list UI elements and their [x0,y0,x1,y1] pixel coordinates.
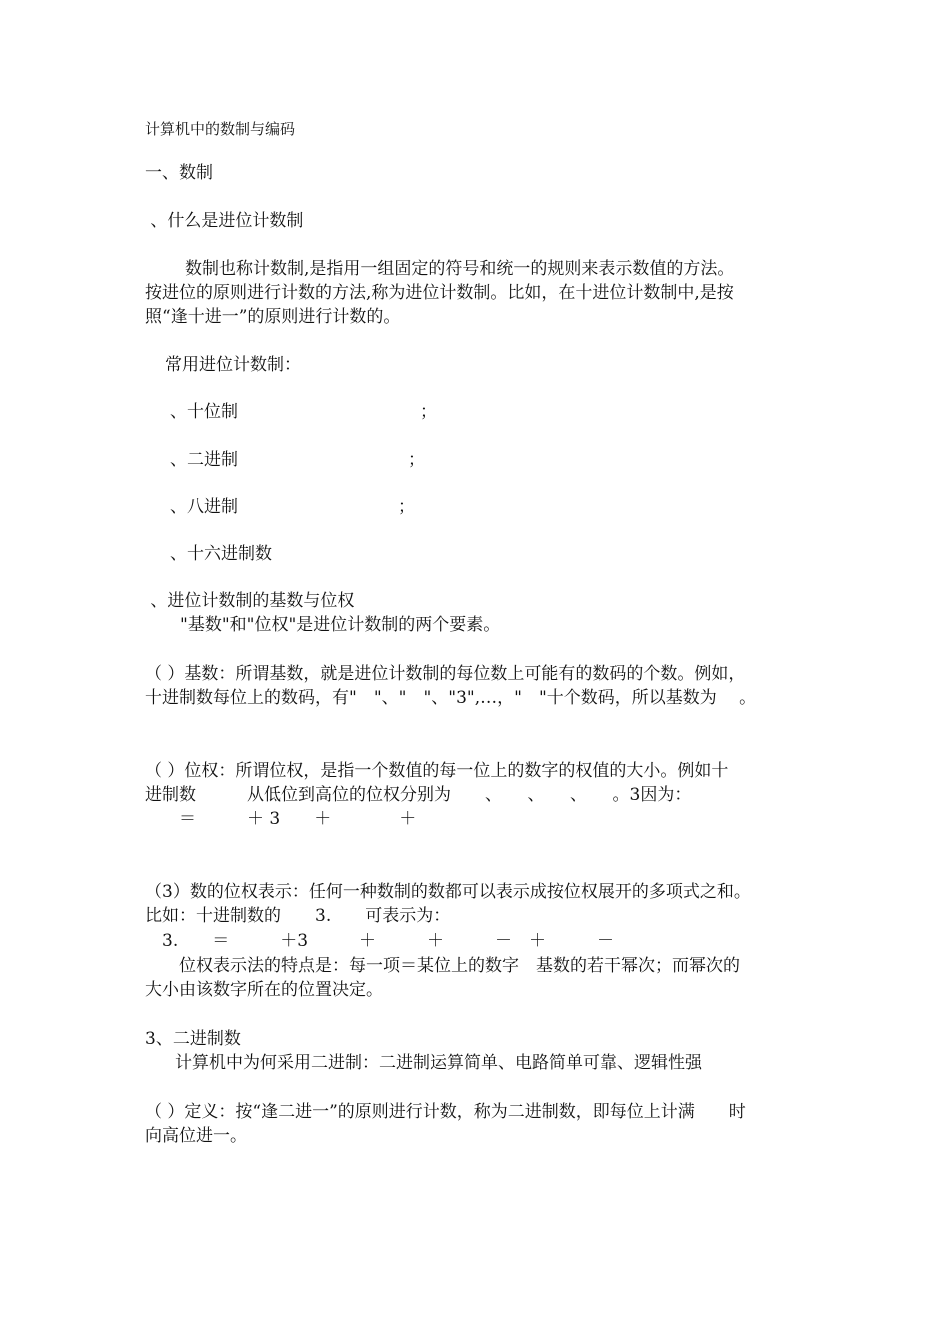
system-item-hexadecimal: 、十六进制数 [170,544,272,564]
paragraph-line: 大小由该数字所在的位置决定。 [145,980,383,1000]
paragraph-line: 照“逢十进一”的原则进行计数的。 [145,307,401,327]
section-heading-binary: 3、二进制数 [145,1029,241,1049]
subheading-base-and-weight: 、进位计数制的基数与位权 [145,591,355,611]
section-heading-number-systems: 一、数制 [145,163,213,183]
paragraph-line: 十进制数每位上的数码，有" "、" "、"3",…，" "十个数码，所以基数为 。 [145,688,757,708]
system-item-octal: 、八进制 [170,497,238,517]
paragraph-line: 向高位进一。 [145,1126,247,1146]
paragraph-line: 进制数 从低位到高位的位权分别为 、 、 、 。3因为： [145,785,692,805]
formula-line: ＝ ＋ 3 ＋ ＋ [145,809,417,829]
common-systems-label: 常用进位计数制： [165,355,301,375]
system-item-decimal-end: ； [420,402,437,422]
document-title: 计算机中的数制与编码 [145,120,296,138]
paragraph-line: 按进位的原则进行计数的方法,称为进位计数制。比如，在十进位计数制中,是按 [145,283,734,303]
paragraph-line: （ ）定义：按“逢二进一”的原则进行计数，称为二进制数，即每位上计满 时 [145,1102,746,1122]
formula-line: 3. ＝ ＋3 ＋ ＋ － ＋ － [145,931,615,951]
system-item-octal-end: ； [398,497,415,517]
system-item-binary-end: ； [408,450,425,470]
paragraph-line: 位权表示法的特点是：每一项＝某位上的数字 基数的若干幂次；而幂次的 [145,956,740,976]
paragraph-line: （ ）基数：所谓基数，就是进位计数制的每位数上可能有的数码的个数。例如， [145,664,746,684]
system-item-binary: 、二进制 [170,450,238,470]
paragraph-line: 比如：十进制数的 3. 可表示为： [145,906,451,926]
paragraph-line: 数制也称计数制,是指用一组固定的符号和统一的规则来表示数值的方法。 [185,259,735,279]
paragraph-line: "基数"和"位权"是进位计数制的两个要素。 [180,615,501,635]
paragraph-line: （ ）位权：所谓位权，是指一个数值的每一位上的数字的权值的大小。例如十 [145,761,729,781]
subheading-what-is-positional: 、什么是进位计数制 [145,211,304,231]
system-item-decimal: 、十位制 [170,402,238,422]
paragraph-line: 计算机中为何采用二进制：二进制运算简单、电路简单可靠、逻辑性强 [175,1053,702,1073]
paragraph-line: （3）数的位权表示：任何一种数制的数都可以表示成按位权展开的多项式之和。 [145,882,751,902]
